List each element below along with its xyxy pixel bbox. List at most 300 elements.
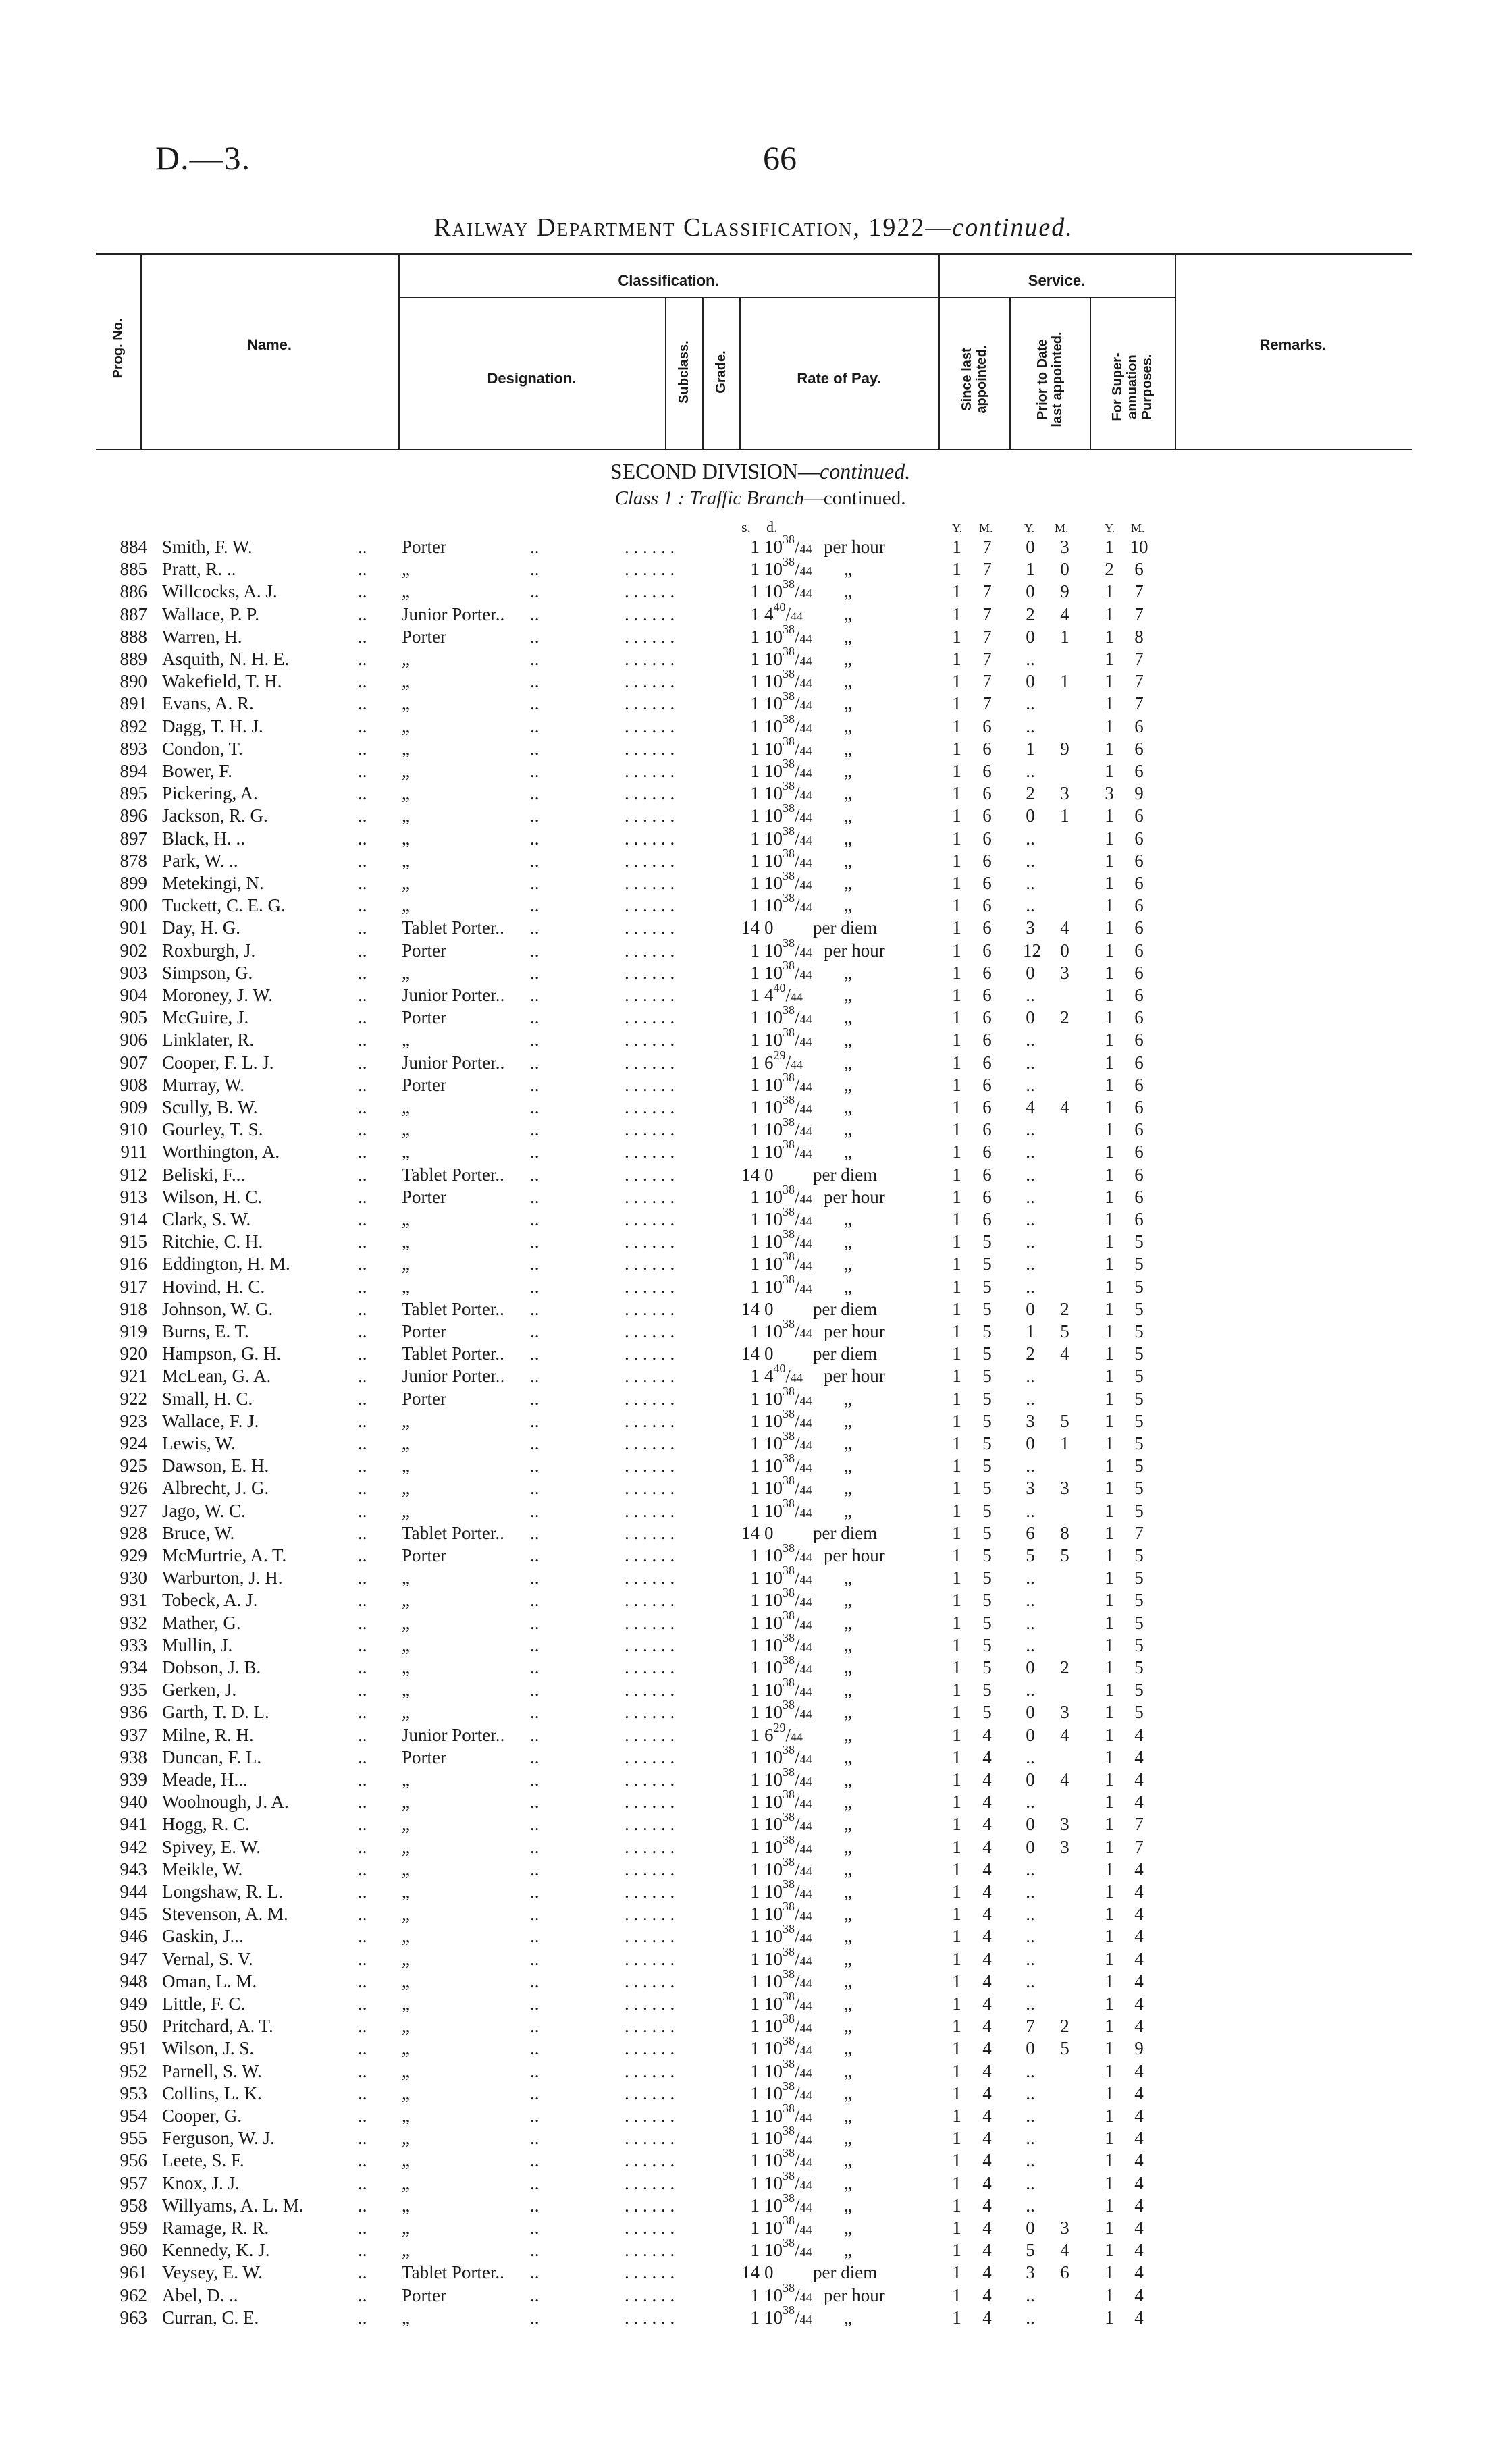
rate-unit: per diem (813, 1343, 878, 1364)
staff-name: Bower, F. (162, 761, 233, 781)
rate-fraction-denominator: 44 (799, 1237, 812, 1251)
rate-unit: „ (844, 1612, 852, 1633)
leader-dots: .. (530, 716, 539, 736)
leader-dots: .. (358, 1478, 367, 1499)
rate-pence (764, 1496, 852, 1524)
prior-years: .. (1026, 850, 1035, 871)
rate-shillings: 1 (750, 1858, 760, 1879)
superannuation-years: 1 (1105, 761, 1114, 781)
since-last-months: 5 (982, 1680, 992, 1700)
superannuation-years: 1 (1105, 1298, 1114, 1319)
since-last-years: 1 (952, 2240, 961, 2261)
leader-dots: .. (358, 1007, 367, 1028)
since-last-months: 4 (982, 2262, 992, 2283)
table-row (0, 1698, 1507, 1723)
superannuation-years: 1 (1105, 1321, 1114, 1341)
leader-dots: . . . . . . (625, 783, 675, 804)
fraction-slash: / (795, 1993, 800, 2014)
superannuation-months: 4 (1134, 2083, 1144, 2104)
superannuation-months: 6 (1134, 1119, 1144, 1140)
prog-no: 952 (120, 2060, 147, 2081)
superannuation-months: 4 (1134, 2016, 1144, 2037)
leader-dots: . . . . . . (625, 1612, 675, 1633)
since-last-months: 7 (982, 626, 992, 647)
superannuation-months: 4 (1134, 2106, 1144, 2126)
designation: „ (402, 1881, 410, 1902)
rate-shillings: 1 (750, 1634, 760, 1655)
rate-fraction-denominator: 44 (799, 1775, 812, 1788)
leader-dots: . . . . . . (625, 1858, 675, 1879)
rate-pence-whole: 0 (764, 1164, 774, 1185)
staff-name: Hogg, R. C. (162, 1814, 250, 1835)
superannuation-years: 1 (1105, 1029, 1114, 1050)
prog-no: 939 (120, 1769, 147, 1790)
table-row (0, 1900, 1507, 1925)
rate-fraction-denominator: 44 (799, 1931, 812, 1946)
superannuation-years: 1 (1105, 2038, 1114, 2059)
rate-unit: „ (844, 1209, 852, 1229)
leader-dots: .. (530, 1680, 539, 1700)
superannuation-years: 1 (1105, 1500, 1114, 1521)
since-last-years: 1 (952, 2106, 961, 2126)
rate-pence-whole: 10 (764, 1836, 783, 1857)
staff-name: Dobson, J. B. (162, 1657, 261, 1678)
prog-no: 934 (120, 1657, 147, 1678)
rate-fraction-denominator: 44 (799, 1035, 812, 1049)
fraction-slash: / (795, 649, 800, 669)
superannuation-years: 1 (1105, 537, 1114, 557)
fraction-slash: / (795, 1433, 800, 1453)
designation: „ (402, 1276, 410, 1297)
since-last-years: 1 (952, 1164, 961, 1185)
leader-dots: . . . . . . (625, 1792, 675, 1813)
staff-name: Wilson, J. S. (162, 2038, 255, 2059)
table-row (0, 1788, 1507, 1813)
leader-dots: . . . . . . (625, 1657, 675, 1678)
leader-dots: .. (358, 1366, 367, 1387)
leader-dots: .. (530, 1052, 539, 1073)
rate-pence-whole: 10 (764, 873, 783, 893)
superannuation-years: 1 (1105, 716, 1114, 736)
rate-pence-whole: 10 (764, 559, 783, 580)
rate-shillings: 1 (750, 604, 760, 624)
superannuation-years: 1 (1105, 693, 1114, 714)
rate-pence (764, 1164, 878, 1186)
col-header-rate-of-pay: Rate of Pay. (797, 370, 881, 387)
page-title (0, 213, 1507, 242)
rate-fraction-denominator: 44 (799, 766, 812, 780)
fraction-slash: / (795, 1948, 800, 1969)
leader-dots: . . . . . . (625, 2307, 675, 2328)
superannuation-years: 1 (1105, 1926, 1114, 1947)
leader-dots: .. (530, 1792, 539, 1813)
since-last-years: 1 (952, 1298, 961, 1319)
prior-years: 6 (1026, 1522, 1035, 1543)
since-last-months: 6 (982, 1074, 992, 1095)
prior-years: 0 (1026, 1769, 1035, 1790)
designation: „ (402, 559, 410, 580)
designation: Porter (402, 1186, 446, 1207)
rate-fraction-denominator: 44 (799, 1595, 812, 1609)
leader-dots: . . . . . . (625, 2060, 675, 2081)
since-last-years: 1 (952, 1724, 961, 1745)
leader-dots: . . . . . . (625, 1590, 675, 1611)
rate-fraction-numerator: 38 (783, 2124, 795, 2138)
rate-fraction-numerator: 38 (783, 1429, 795, 1443)
class-title-continued: —continued. (803, 487, 906, 509)
prog-no: 918 (120, 1298, 147, 1319)
leader-dots: .. (358, 2016, 367, 2037)
since-last-years: 1 (952, 649, 961, 669)
leader-dots: . . . . . . (625, 1814, 675, 1835)
leader-dots: . . . . . . (625, 1410, 675, 1431)
leader-dots: .. (358, 1522, 367, 1543)
since-last-months: 4 (982, 1993, 992, 2014)
table-row (0, 958, 1507, 984)
rate-unit: „ (844, 2106, 852, 2126)
rate-fraction-denominator: 44 (799, 2066, 812, 2080)
designation: Junior Porter.. (402, 1724, 505, 1745)
rate-pence (764, 1025, 852, 1053)
prog-no: 949 (120, 1993, 147, 2014)
rate-shillings: 1 (750, 828, 760, 849)
rate-unit: „ (844, 738, 852, 759)
rate-unit: „ (844, 873, 852, 893)
superannuation-years: 1 (1105, 2060, 1114, 2081)
prog-no: 943 (120, 1858, 147, 1879)
superannuation-years: 1 (1105, 1052, 1114, 1073)
superannuation-months: 6 (1134, 1142, 1144, 1162)
rate-pence-whole: 10 (764, 2307, 783, 2328)
prior-years: .. (1026, 1074, 1035, 1095)
table-row (0, 2191, 1507, 2217)
leader-dots: .. (358, 1276, 367, 1297)
designation: „ (402, 1433, 410, 1453)
prog-no: 903 (120, 962, 147, 983)
rate-fraction-denominator: 44 (799, 878, 812, 892)
prior-years: 0 (1026, 671, 1035, 692)
leader-dots: . . . . . . (625, 873, 675, 893)
rate-pence (764, 2261, 878, 2284)
staff-name: Moroney, J. W. (162, 985, 273, 1005)
staff-name: Willcocks, A. J. (162, 581, 277, 602)
table-row (0, 1025, 1507, 1051)
superannuation-years: 1 (1105, 1971, 1114, 1991)
rate-shillings: 14 (741, 2262, 760, 2283)
rate-shillings: 1 (750, 649, 760, 669)
superannuation-months: 9 (1134, 783, 1144, 804)
rate-fraction-denominator: 44 (799, 721, 812, 735)
staff-name: Curran, C. E. (162, 2307, 259, 2328)
table-row (0, 757, 1507, 782)
rate-shillings: 1 (750, 1231, 760, 1252)
since-last-years: 1 (952, 693, 961, 714)
fraction-slash: / (795, 1836, 800, 1857)
since-last-years: 1 (952, 1814, 961, 1835)
superannuation-months: 5 (1134, 1366, 1144, 1387)
fraction-slash: / (785, 985, 791, 1005)
rate-unit: „ (844, 1971, 852, 1991)
leader-dots: . . . . . . (625, 1746, 675, 1767)
since-last-months: 4 (982, 2195, 992, 2216)
prog-no: 892 (120, 716, 147, 736)
prior-years: 1 (1026, 738, 1035, 759)
prior-years: .. (1026, 1052, 1035, 1073)
leader-dots: .. (530, 2083, 539, 2104)
superannuation-years: 1 (1105, 1746, 1114, 1767)
rate-fraction-denominator: 44 (799, 2043, 812, 2058)
rate-fraction-numerator: 38 (783, 667, 795, 681)
rate-fraction-denominator: 44 (799, 1954, 812, 1968)
since-last-months: 6 (982, 761, 992, 781)
leader-dots: .. (530, 738, 539, 759)
fraction-slash: / (795, 716, 800, 736)
leader-dots: .. (530, 1522, 539, 1543)
leader-dots: .. (358, 1231, 367, 1252)
designation: Porter (402, 537, 446, 557)
leader-dots: .. (530, 1993, 539, 2014)
table-row (0, 1137, 1507, 1163)
rate-unit: „ (844, 693, 852, 714)
rate-fraction-numerator: 38 (783, 936, 795, 950)
rate-unit: „ (844, 649, 852, 669)
leader-dots: .. (358, 1209, 367, 1229)
prog-no: 954 (120, 2106, 147, 2126)
since-last-months: 4 (982, 1792, 992, 1813)
since-last-months: 4 (982, 2307, 992, 2328)
staff-name: Worthington, A. (162, 1142, 280, 1162)
rate-shillings: 1 (750, 962, 760, 983)
leader-dots: .. (530, 2262, 539, 2283)
prog-no: 957 (120, 2172, 147, 2193)
fraction-slash: / (795, 1119, 800, 1140)
rate-fraction-numerator: 38 (783, 1563, 795, 1578)
designation: „ (402, 2128, 410, 2149)
rate-fraction-denominator: 44 (799, 1439, 812, 1452)
prog-no: 940 (120, 1792, 147, 1813)
rate-fraction-denominator: 44 (799, 967, 812, 982)
leader-dots: .. (358, 1298, 367, 1319)
since-last-years: 1 (952, 604, 961, 624)
staff-name: Warburton, J. H. (162, 1568, 283, 1588)
leader-dots: .. (530, 783, 539, 804)
rate-unit: „ (844, 1231, 852, 1252)
rate-fraction-denominator: 44 (799, 2200, 812, 2214)
rate-pence (764, 2236, 852, 2264)
rate-pence-whole: 10 (764, 2128, 783, 2149)
rate-fraction-numerator: 38 (783, 1788, 795, 1802)
rate-fraction-denominator: 44 (799, 2111, 812, 2124)
rate-fraction-numerator: 38 (783, 2168, 795, 2182)
table-row (0, 1451, 1507, 1477)
rate-fraction-denominator: 44 (791, 1371, 803, 1385)
superannuation-months: 6 (1134, 940, 1144, 961)
col-header-for-superannuation: For Super-annuation Purposes. (1110, 352, 1155, 421)
division-title-main: SECOND DIVISION— (610, 459, 820, 483)
prior-years: 2 (1026, 783, 1035, 804)
rate-shillings: 1 (750, 2218, 760, 2238)
table-row (0, 1630, 1507, 1657)
rate-unit: „ (844, 1276, 852, 1297)
table-row (0, 869, 1507, 894)
superannuation-years: 1 (1105, 962, 1114, 983)
prior-years: 0 (1026, 1724, 1035, 1745)
rate-fraction-numerator: 38 (783, 1676, 795, 1690)
staff-name: Mullin, J. (162, 1634, 233, 1655)
leader-dots: .. (530, 2172, 539, 2193)
rate-pence-whole: 10 (764, 1612, 783, 1633)
col-header-subclass: Subclass. (677, 340, 691, 404)
superannuation-years: 1 (1105, 1343, 1114, 1364)
superannuation-months: 5 (1134, 1388, 1144, 1409)
prior-years: 5 (1026, 2240, 1035, 2261)
superannuation-years: 1 (1105, 2307, 1114, 2328)
rate-pence-whole: 10 (764, 693, 783, 714)
prior-years: .. (1026, 2172, 1035, 2193)
rate-pence-whole: 10 (764, 1702, 783, 1723)
leader-dots: . . . . . . (625, 1455, 675, 1476)
staff-name: Bruce, W. (162, 1522, 235, 1543)
superannuation-months: 6 (1134, 1186, 1144, 1207)
rate-fraction-numerator: 38 (783, 1900, 795, 1914)
fraction-slash: / (795, 1388, 800, 1409)
prog-no: 917 (120, 1276, 147, 1297)
page-title-continued: continued. (952, 213, 1074, 242)
rate-pence-whole: 0 (764, 2262, 774, 2283)
fraction-slash: / (795, 1881, 800, 1902)
since-last-months: 4 (982, 2106, 992, 2126)
rate-pence-whole: 10 (764, 1657, 783, 1678)
designation: Porter (402, 2284, 446, 2305)
leader-dots: .. (530, 1343, 539, 1364)
superannuation-months: 5 (1134, 1478, 1144, 1499)
since-last-months: 6 (982, 1097, 992, 1117)
table-row (0, 1832, 1507, 1858)
designation: „ (402, 1231, 410, 1252)
since-last-years: 1 (952, 1074, 961, 1095)
leader-dots: .. (530, 1500, 539, 1521)
rate-shillings: 1 (750, 1254, 760, 1275)
prog-no: 960 (120, 2240, 147, 2261)
leader-dots: .. (530, 2284, 539, 2305)
leader-dots: .. (358, 2150, 367, 2171)
designation: Junior Porter.. (402, 1366, 505, 1387)
table-row (0, 779, 1507, 805)
leader-dots: .. (358, 671, 367, 692)
leader-dots: .. (358, 1074, 367, 1095)
fraction-slash: / (795, 537, 800, 557)
class-title (0, 487, 1507, 510)
designation: „ (402, 895, 410, 916)
prog-no: 895 (120, 783, 147, 804)
rate-pence (764, 1272, 852, 1300)
leader-dots: .. (358, 1657, 367, 1678)
staff-name: Little, F. C. (162, 1993, 246, 2014)
fraction-slash: / (795, 1142, 800, 1162)
leader-dots: .. (530, 1276, 539, 1297)
rate-fraction-numerator: 38 (783, 1384, 795, 1398)
rate-fraction-numerator: 38 (783, 2101, 795, 2115)
rate-pence-whole: 10 (764, 895, 783, 916)
leader-dots: .. (530, 1074, 539, 1095)
table-row (0, 1877, 1507, 1903)
fraction-slash: / (795, 783, 800, 804)
superannuation-years: 1 (1105, 1792, 1114, 1813)
prog-no: 950 (120, 2016, 147, 2037)
table-row (0, 981, 1507, 1007)
superannuation-months: 4 (1134, 1993, 1144, 2014)
leader-dots: .. (530, 2038, 539, 2059)
rate-unit: „ (844, 2150, 852, 2171)
prog-no: 885 (120, 559, 147, 580)
rate-shillings: 1 (750, 1029, 760, 1050)
rate-fraction-numerator: 38 (783, 2012, 795, 2026)
since-last-years: 1 (952, 626, 961, 647)
since-last-months: 6 (982, 962, 992, 983)
superannuation-years: 2 (1105, 559, 1114, 580)
prior-years: .. (1026, 1858, 1035, 1879)
rate-pence-whole: 10 (764, 1792, 783, 1813)
table-row (0, 1048, 1507, 1074)
rate-pence-whole: 6 (764, 1052, 774, 1073)
rate-fraction-denominator: 44 (799, 1079, 812, 1094)
leader-dots: .. (358, 1343, 367, 1364)
since-last-months: 6 (982, 828, 992, 849)
fraction-slash: / (795, 559, 800, 580)
prior-years: .. (1026, 1119, 1035, 1140)
rate-fraction-denominator: 44 (799, 855, 812, 869)
fraction-slash: / (795, 1702, 800, 1723)
rate-pence-whole: 10 (764, 1634, 783, 1655)
rate-unit: „ (844, 761, 852, 781)
rate-pence-whole: 10 (764, 1119, 783, 1140)
leader-dots: . . . . . . (625, 895, 675, 916)
rate-fraction-denominator: 44 (799, 1707, 812, 1721)
prog-no: 946 (120, 1926, 147, 1947)
rate-shillings: 1 (750, 2172, 760, 2193)
rate-pence-whole: 10 (764, 1478, 783, 1499)
table-row (0, 1653, 1507, 1679)
rate-fraction-denominator: 44 (799, 2178, 812, 2192)
designation: „ (402, 2038, 410, 2059)
designation: Tablet Porter.. (402, 2262, 504, 2283)
leader-dots: . . . . . . (625, 1500, 675, 1521)
rate-pence (764, 1698, 852, 1725)
leader-dots: .. (358, 1164, 367, 1185)
prior-years: .. (1026, 649, 1035, 669)
rate-fraction-denominator: 44 (799, 1461, 812, 1475)
leader-dots: . . . . . . (625, 1948, 675, 1969)
rate-fraction-numerator: 38 (783, 645, 795, 658)
prior-years: .. (1026, 1993, 1035, 2014)
prior-months: 4 (1060, 2240, 1069, 2261)
staff-name: Oman, L. M. (162, 1971, 257, 1991)
superannuation-years: 1 (1105, 581, 1114, 602)
since-last-months: 6 (982, 1007, 992, 1028)
prior-months: 1 (1060, 805, 1069, 826)
division-title (0, 459, 1507, 484)
rate-fraction-denominator: 44 (799, 833, 812, 847)
table-row (0, 824, 1507, 850)
staff-name: Collins, L. K. (162, 2083, 262, 2104)
prior-years: .. (1026, 2060, 1035, 2081)
prior-years: .. (1026, 1948, 1035, 1969)
fraction-slash: / (795, 1814, 800, 1835)
leader-dots: .. (530, 761, 539, 781)
col-header-service: Service. (1028, 272, 1086, 289)
superannuation-months: 4 (1134, 2172, 1144, 2193)
designation: „ (402, 828, 410, 849)
